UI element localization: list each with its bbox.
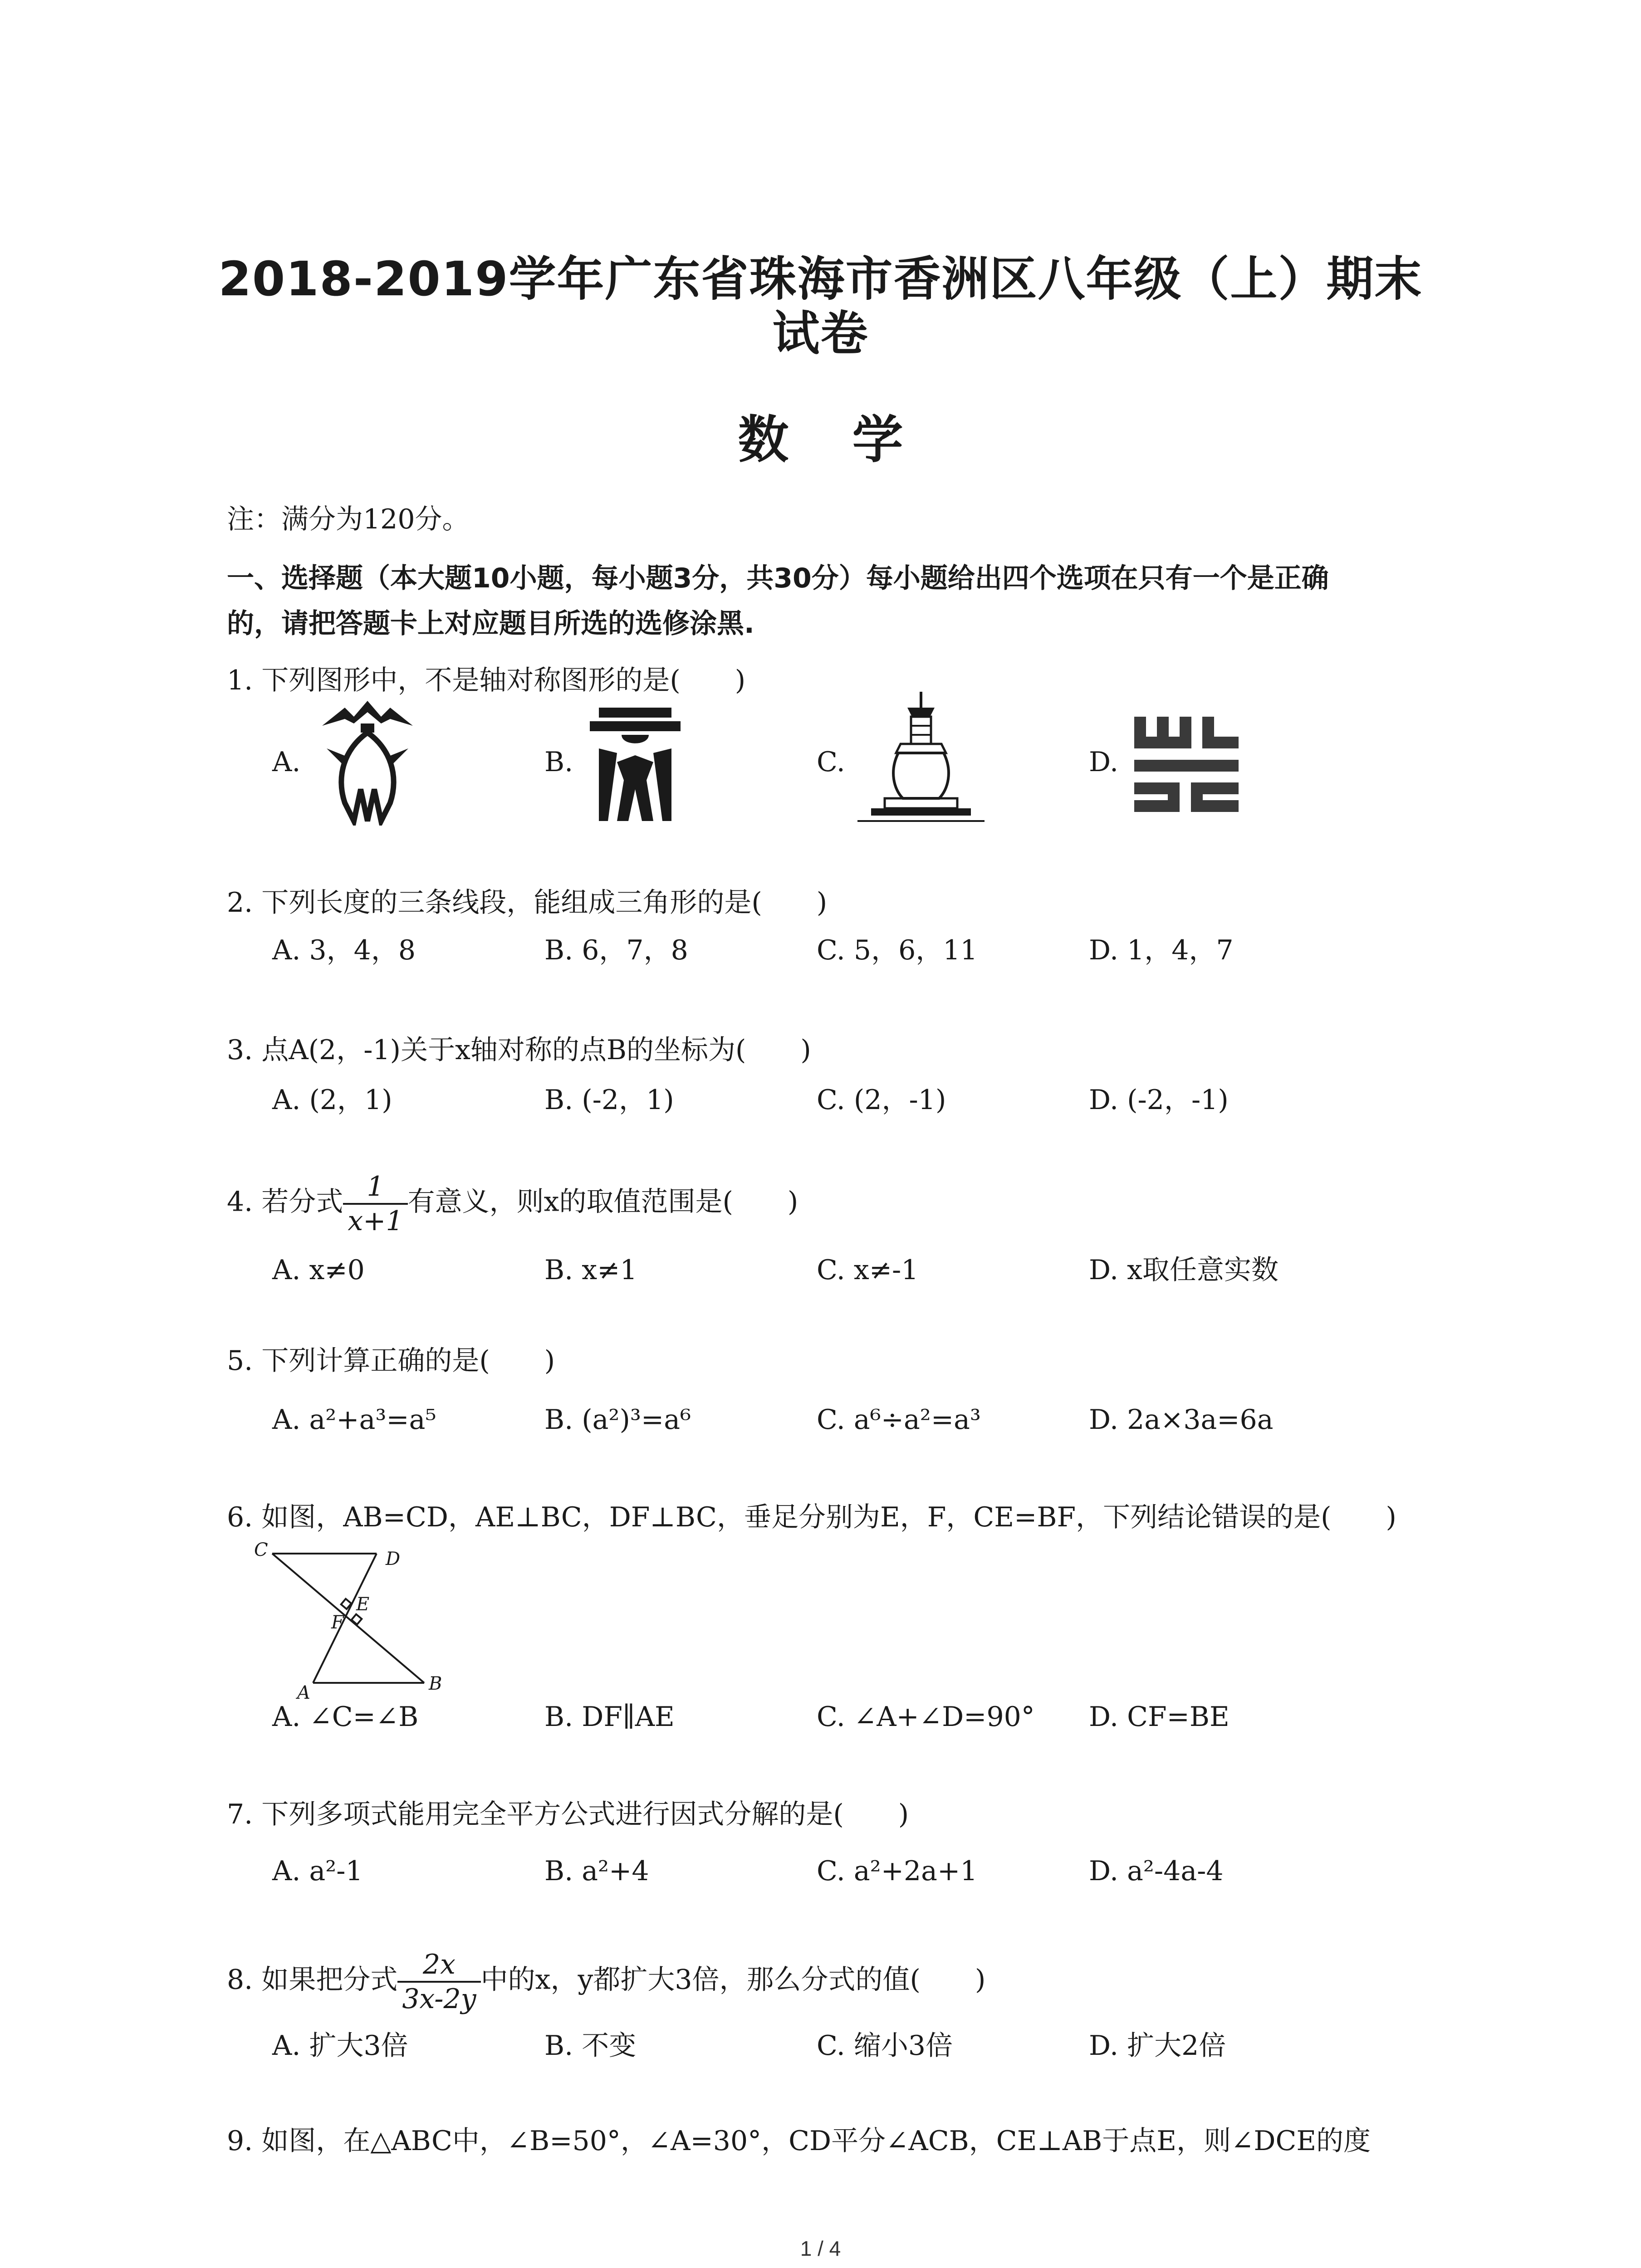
q2-option-a: A. 3，4，8 [272,934,416,966]
q8-option-c: C. 缩小3倍 [817,2030,953,2062]
figure-c-pagoda [857,689,985,826]
q3-option-c: C. (2，-1) [817,1084,946,1116]
q5-option-c: C. a⁶÷a²=a³ [817,1404,981,1436]
question-7-stem: 7. 下列多项式能用完全平方公式进行因式分解的是( ) [227,1799,909,1830]
q4-fraction-denominator: x+1 [348,1205,403,1237]
q8-fraction [397,1948,480,2015]
q4-option-b: B. x≠1 [544,1254,637,1286]
q6-label-b: B [429,1673,442,1694]
q6-label-a: A [297,1682,310,1701]
score-note: 注：满分为120分。 [227,503,470,535]
q5-option-d: D. 2a×3a=6a [1089,1404,1274,1436]
q2-option-c: C. 5，6，11 [817,934,978,966]
q8-fraction-numerator: 2x [397,1948,480,1983]
q8-stem-post: 中的x，y都扩大3倍，那么分式的值( ) [480,1964,986,1996]
q7-option-b: B. a²+4 [544,1855,649,1887]
q4-option-c: C. x≠-1 [817,1254,919,1286]
figure-b-symbol [590,703,681,821]
section-heading-line2: 的，请把答题卡上对应题目所选的选修涂黑. [227,608,754,640]
q6-option-c: C. ∠A+∠D=90° [817,1701,1035,1733]
q4-option-d: D. x取任意实数 [1089,1254,1279,1286]
q1-option-a: A. [272,746,301,778]
q7-option-d: D. a²-4a-4 [1089,1855,1224,1887]
q4-fraction-numerator: 1 [343,1170,407,1205]
q7-option-a: A. a²-1 [272,1855,363,1887]
q8-option-a: A. 扩大3倍 [272,2030,408,2062]
q4-option-a: A. x≠0 [272,1254,365,1286]
q2-option-b: B. 6，7，8 [544,934,688,966]
section-heading-line1: 一、选择题（本大题10小题，每小题3分，共30分）每小题给出四个选项在只有一个是正确 [227,562,1329,594]
question-1-stem: 1. 下列图形中，不是轴对称图形的是( ) [227,665,746,696]
q1-option-c: C. [817,746,845,778]
q8-stem-pre: 8. 如果把分式 [227,1964,398,1996]
q5-option-a: A. a²+a³=a⁵ [272,1404,436,1436]
question-8-stem [227,1948,985,2015]
q6-label-f: F [331,1612,344,1633]
q2-option-d: D. 1，4，7 [1089,934,1234,966]
question-2-stem: 2. 下列长度的三条线段，能组成三角形的是( ) [227,887,828,919]
figure-d-maze [1134,717,1239,812]
figure-a-symbol [318,699,417,826]
q8-fraction-denominator: 3x-2y [402,1983,476,2015]
q8-option-b: B. 不变 [544,2030,637,2062]
question-5-stem: 5. 下列计算正确的是( ) [227,1345,555,1377]
q4-stem-pre: 4. 若分式 [227,1186,343,1218]
question-4-stem [227,1170,798,1237]
q3-option-d: D. (-2，-1) [1089,1084,1229,1116]
question-6-stem: 6. 如图，AB=CD，AE⊥BC，DF⊥BC，垂足分别为E，F，CE=BF，下列结论错误的是( ) [227,1501,1396,1533]
q6-label-d: D [386,1549,401,1569]
question-9-stem: 9. 如图，在△ABC中，∠B=50°，∠A=30°，CD平分∠ACB，CE⊥AB于点E，则∠DCE的度 [227,2125,1371,2157]
page-title: 2018-2019学年广东省珠海市香洲区八年级（上）期末 [218,251,1423,307]
q6-option-b: B. DF∥AE [544,1701,675,1733]
q4-stem-post: 有意义，则x的取值范围是( ) [407,1186,798,1218]
q6-option-a: A. ∠C=∠B [272,1701,419,1733]
subject-heading: 数学 [738,411,967,469]
q5-option-b: B. (a²)³=a⁶ [544,1404,691,1436]
q3-option-b: B. (-2，1) [544,1084,674,1116]
q6-option-d: D. CF=BE [1089,1701,1230,1733]
q1-option-b: B. [544,746,573,778]
page-number: 1 / 4 [800,2237,841,2260]
q6-figure-triangles [254,1538,445,1701]
q6-label-e: E [356,1594,370,1615]
q3-option-a: A. (2，1) [272,1084,392,1116]
q4-fraction [343,1170,407,1237]
page-title-line2: 试卷 [772,306,869,361]
q1-option-d: D. [1089,746,1119,778]
q7-option-c: C. a²+2a+1 [817,1855,978,1887]
question-3-stem: 3. 点A(2，-1)关于x轴对称的点B的坐标为( ) [227,1034,811,1066]
q6-label-c: C [254,1540,268,1560]
q8-option-d: D. 扩大2倍 [1089,2030,1226,2062]
